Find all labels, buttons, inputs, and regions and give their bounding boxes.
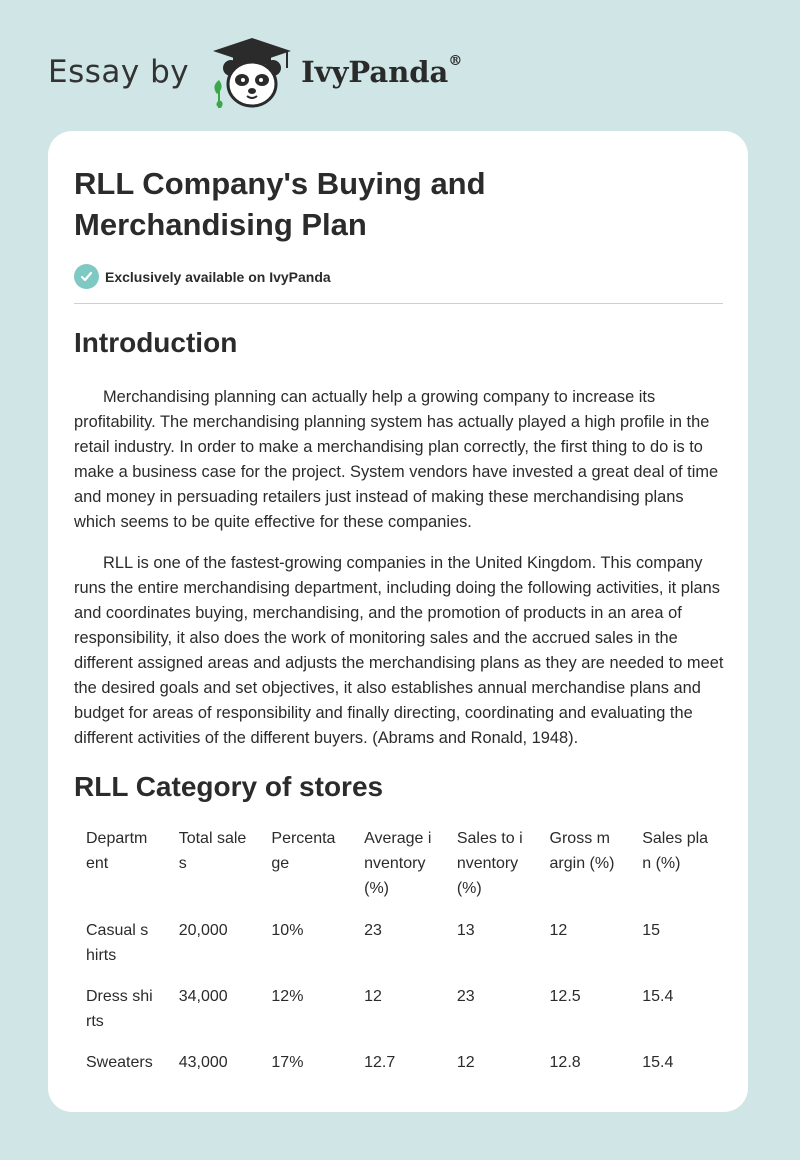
column-header: Percentage [271,830,336,872]
table-cell: 10% [271,922,304,939]
column-header: Department [86,830,148,872]
table-header-row [74,826,723,918]
table-row [74,1050,723,1091]
exclusive-badge [74,264,331,289]
table-cell: 17% [271,1054,304,1071]
article-card [48,131,748,1112]
table-cell: Casual shirts [86,922,149,964]
table-cell: 23 [364,922,382,939]
checkmark-icon [74,264,99,289]
category-table [74,826,723,1091]
paragraph: Merchandising planning can actually help a growing company to increase its profitability. The merchandising planning system has actually played a high profile in the retail industry. In order to make a merchandising plan correctly, the first thing to do is to make a business case for the project. System vendors have invested a great deal of time and money in persuading retailers just instead of making these merchandising plans which seems to be quite effective for these companies. [74,388,719,531]
table-cell: 12.8 [549,1054,581,1071]
section-heading-introduction: Introduction [74,327,238,358]
column-header: Total sales [178,830,247,872]
essay-by-label: Essay by [48,54,190,90]
section-heading-categories: RLL Category of stores [74,771,384,802]
column-header: Sales to inventory (%) [456,830,523,897]
brand-name[interactable]: IvyPanda® [301,53,463,89]
table-cell: 43,000 [178,1054,228,1071]
table-cell: 15.4 [642,988,674,1005]
table-cell: 20,000 [178,922,228,939]
exclusive-badge-text: Exclusively available on IvyPanda [105,268,331,285]
table-cell: 12 [364,988,382,1005]
table-row [74,918,723,984]
table-cell: 15 [642,922,661,939]
column-header: Gross margin (%) [549,830,615,872]
panda-logo-icon[interactable] [207,34,297,110]
table-cell: Sweaters [86,1054,153,1071]
table-cell: 12.5 [549,988,581,1005]
column-header: Sales plan (%) [642,830,709,872]
column-header: Average inventory (%) [364,830,432,897]
table-cell: 12 [549,922,568,939]
table-cell: 12.7 [364,1054,396,1071]
table-cell: 34,000 [178,988,228,1005]
table-cell: 12% [271,988,304,1005]
table-row [74,984,723,1050]
table-cell: 23 [456,988,475,1005]
site-header [48,34,462,110]
table-cell: 13 [456,922,475,939]
table-cell: Dress shirts [86,988,153,1030]
divider [74,303,723,304]
table-cell: 15.4 [642,1054,674,1071]
paragraph: RLL is one of the fastest-growing companies in the United Kingdom. This company runs the entire merchandising department, including doing the following activities, it plans and coordinates buying, merchandising, and the promotion of products in an area of responsibility, it also does the work of monitoring sales and the accrued sales in the different assigned areas and adjusts the merchandising plans as they are needed to meet the desired goals and set objectives, it also establishes annual merchandise plans and budget for areas of responsibility and finally directing, coordinating and evaluating the different activities of the different buyers. (Abrams and Ronald, 1948). [74,554,724,747]
table-cell: 12 [456,1054,475,1071]
page-title: RLL Company's Buying and Merchandising Plan [74,166,486,242]
